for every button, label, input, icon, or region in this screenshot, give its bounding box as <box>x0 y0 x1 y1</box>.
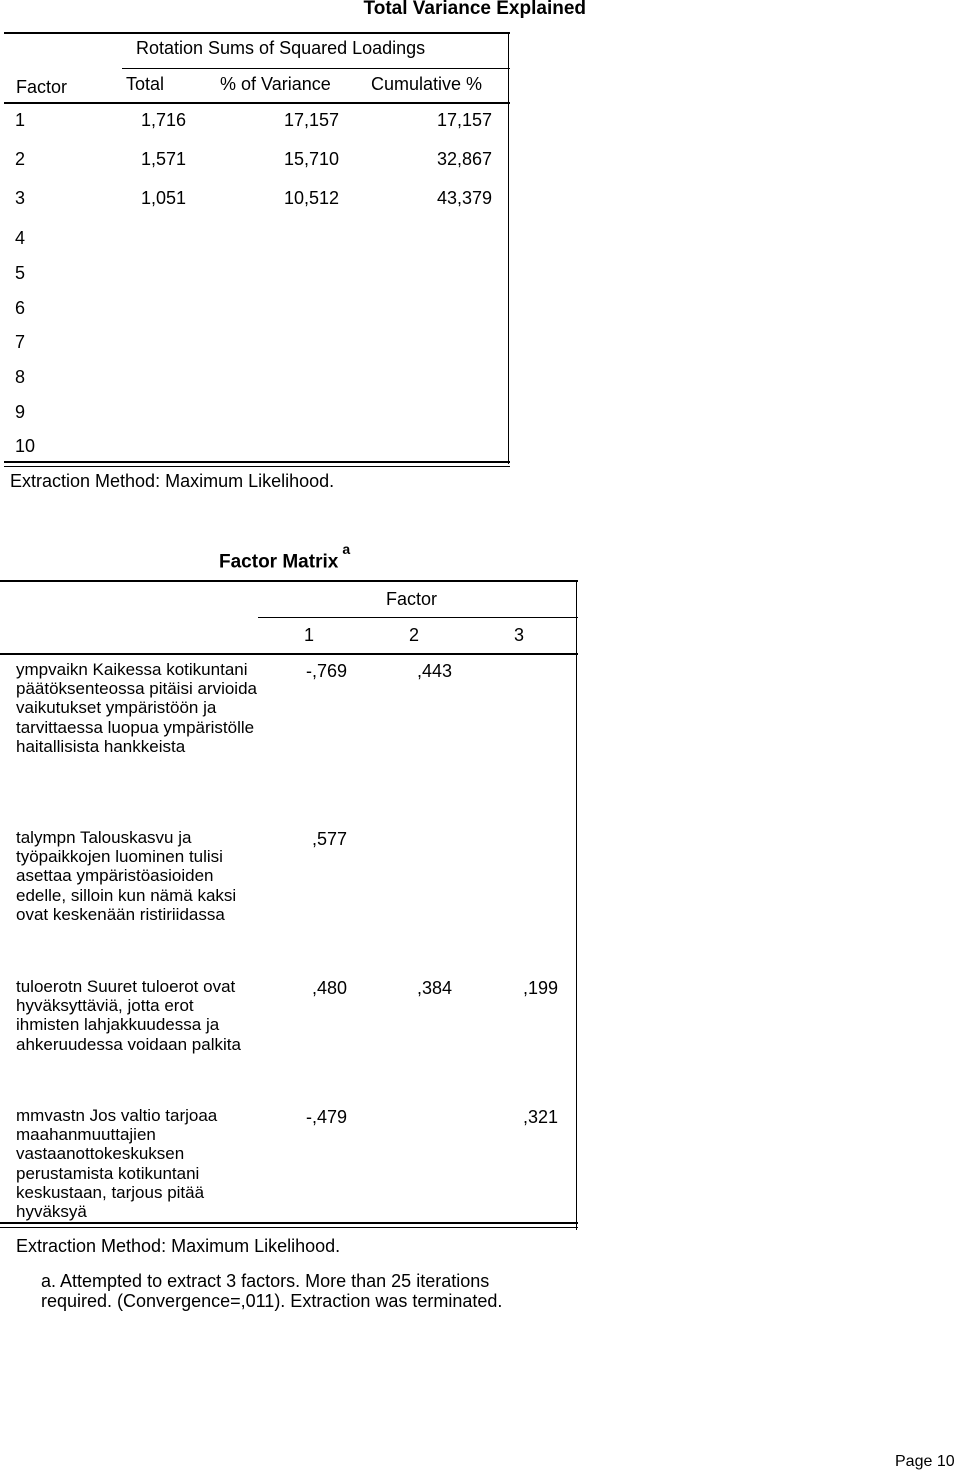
variance-table-title: Total Variance Explained <box>363 0 586 19</box>
matrix-cell-factor-1: ,480 <box>311 978 347 998</box>
col-header-total: Total <box>126 74 165 94</box>
variance-cell-pct: 17,157 <box>283 110 339 130</box>
matrix-group-header: Factor <box>386 589 438 609</box>
variance-cell-factor: 9 <box>15 402 26 422</box>
factor-matrix-title-sup: a <box>342 541 351 557</box>
matrix-right-border <box>576 580 577 1230</box>
variance-group-header: Rotation Sums of Squared Loadings <box>136 38 426 58</box>
matrix-note: a. Attempted to extract 3 factors. More than 25 iterations required. (Convergence=,011). Extraction was terminated. <box>41 1271 503 1311</box>
matrix-col-header-3: 3 <box>514 625 525 645</box>
variance-cell-total: 1,716 <box>140 110 186 130</box>
matrix-top-rule <box>0 580 578 582</box>
variance-cell-factor: 10 <box>15 436 36 456</box>
col-header-pct-variance: % of Variance <box>220 74 331 94</box>
matrix-col-header-1: 1 <box>304 625 315 645</box>
matrix-header-rule <box>0 653 578 655</box>
variance-cell-factor: 2 <box>15 149 26 169</box>
page-number: Page 10 <box>895 1453 955 1470</box>
matrix-cell-factor-2: ,443 <box>416 661 452 681</box>
matrix-row-label: mmvastn Jos valtio tarjoaa maahanmuuttajien vastaanottokeskuksen perustamista kotikuntani keskustaan, tarjous pitää hyväksyä <box>16 1106 218 1222</box>
factor-matrix-title-text: Factor Matrix <box>219 551 339 573</box>
variance-cell-pct: 10,512 <box>283 188 339 208</box>
variance-table-top-rule <box>4 32 510 34</box>
variance-cell-pct: 15,710 <box>283 149 339 169</box>
variance-cell-factor: 4 <box>15 228 26 248</box>
variance-cell-factor: 6 <box>15 298 26 318</box>
variance-cell-cum: 32,867 <box>436 149 492 169</box>
matrix-cell-factor-1: -,479 <box>305 1107 347 1127</box>
matrix-col-header-2: 2 <box>409 625 420 645</box>
variance-cell-cum: 43,379 <box>436 188 492 208</box>
matrix-cell-factor-1: ,577 <box>311 829 347 849</box>
variance-header-rule <box>4 102 510 104</box>
variance-bottom-rule-2 <box>4 466 510 467</box>
variance-cell-factor: 3 <box>15 188 26 208</box>
variance-right-border <box>508 32 509 464</box>
variance-bottom-rule <box>4 461 510 463</box>
col-header-factor: Factor <box>16 77 68 97</box>
matrix-footnote: Extraction Method: Maximum Likelihood. <box>16 1236 341 1256</box>
factor-matrix-title <box>219 541 351 573</box>
matrix-group-rule <box>258 617 578 618</box>
variance-cell-factor: 7 <box>15 332 26 352</box>
variance-cell-factor: 5 <box>15 263 26 283</box>
matrix-row-label: tuloerotn Suuret tuloerot ovat hyväksyttäviä, jotta erot ihmisten lahjakkuudessa ja ahkeruudessa voidaan palkita <box>16 977 241 1054</box>
matrix-row-label: ympvaikn Kaikessa kotikuntani päätöksenteossa pitäisi arvioida vaikutukset ympäristöön ja tarvittaessa luopua ympäristölle haitallisista hankkeista <box>16 660 257 756</box>
variance-group-rule <box>122 68 510 69</box>
variance-cell-total: 1,571 <box>140 149 186 169</box>
matrix-row-label: talympn Talouskasvu ja työpaikkojen luominen tulisi asettaa ympäristöasioiden edelle, silloin kun nämä kaksi ovat keskenään ristiriidassa <box>16 828 237 924</box>
matrix-cell-factor-1: -,769 <box>305 661 347 681</box>
col-header-cumulative: Cumulative % <box>371 74 483 94</box>
matrix-bottom-rule <box>0 1222 578 1224</box>
matrix-cell-factor-3: ,321 <box>522 1107 558 1127</box>
variance-cell-cum: 17,157 <box>436 110 492 130</box>
variance-cell-total: 1,051 <box>140 188 186 208</box>
matrix-bottom-rule-2 <box>0 1227 578 1228</box>
variance-cell-factor: 1 <box>15 110 26 130</box>
matrix-cell-factor-2: ,384 <box>416 978 452 998</box>
variance-footnote: Extraction Method: Maximum Likelihood. <box>10 471 335 491</box>
matrix-cell-factor-3: ,199 <box>522 978 558 998</box>
variance-cell-factor: 8 <box>15 367 26 387</box>
